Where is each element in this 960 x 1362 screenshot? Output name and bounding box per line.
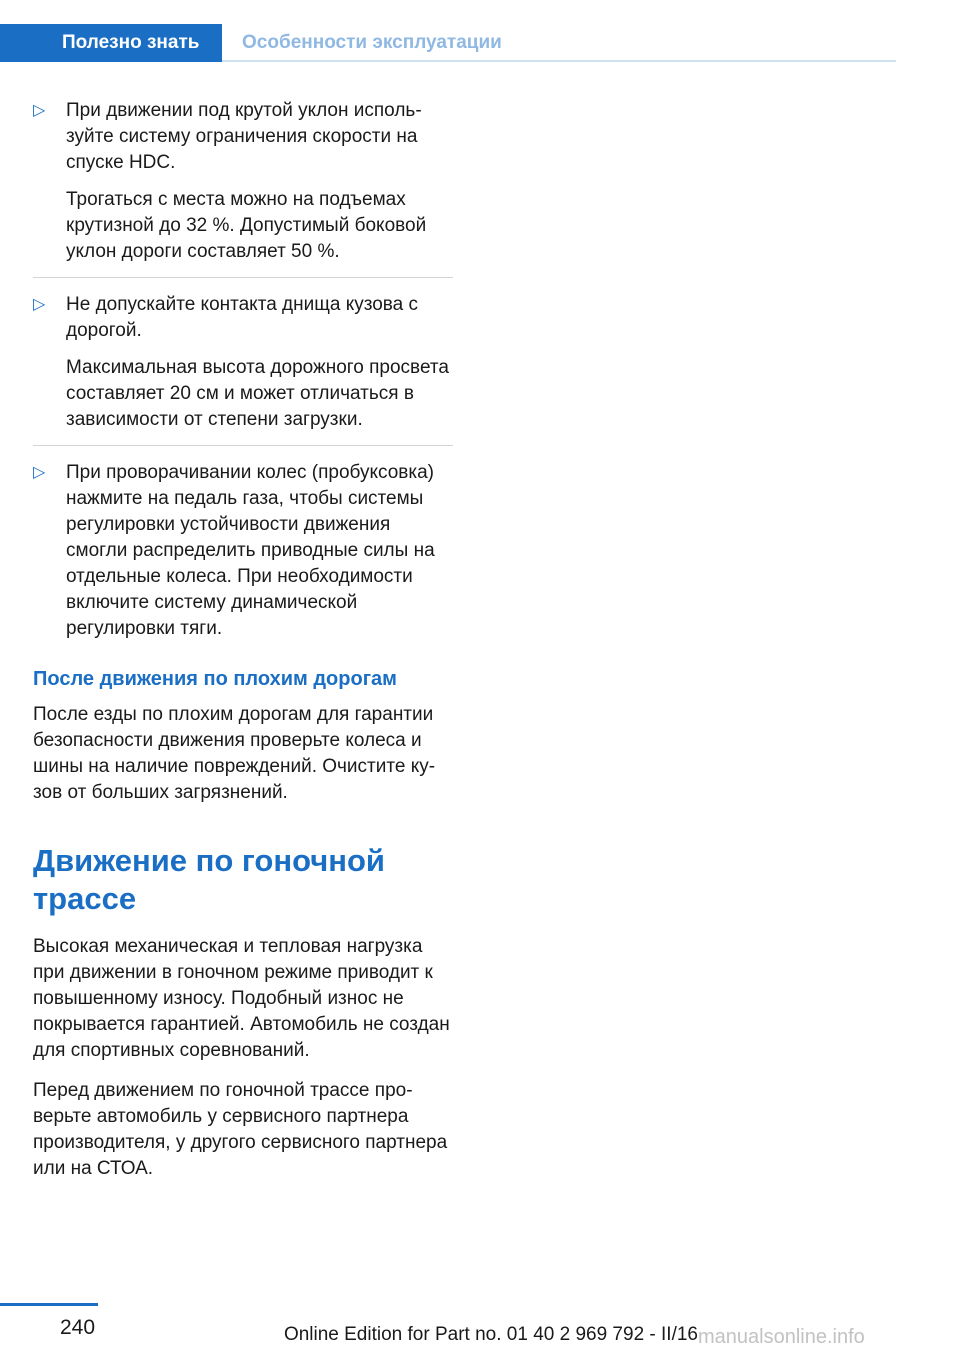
bullet-paragraph: При движении под крутой уклон используйте систему ограничения скорости на спуске HDC. — [66, 100, 422, 173]
section-title: Движение по гоночной трассе — [33, 843, 385, 916]
tab-inactive[interactable] — [242, 24, 502, 62]
bullet-paragraph: Максимальная высота дорожного просвета составляет 20 см и может отличаться в зависимости от степени загрузки. — [66, 357, 449, 430]
triangle-right-icon: ▷ — [33, 296, 46, 313]
triangle-right-icon: ▷ — [33, 102, 46, 119]
page-number: 240 — [60, 1316, 96, 1339]
footer-edition: Online Edition for Part no. 01 40 2 969 792 - II/16 — [283, 1324, 698, 1345]
tab-active[interactable] — [0, 24, 222, 62]
section-paragraph: Высокая механическая и тепловая нагрузка при движении в гоночном режиме приводит к повышенному износу. Подобный износ не покрывается гарантией. Автомобиль не создан для спортивных соревнований. — [33, 936, 450, 1061]
divider — [33, 277, 453, 278]
section-paragraph: Перед движением по гоночной трассе проверьте автомобиль у сервисного партнера производителя, у другого сервисного партнера или на СТОА. — [33, 1080, 448, 1179]
subsection-paragraph: После езды по плохим дорогам для гарантии безопасности движения проверьте колеса и шины на наличие повреждений. Очистите кузов от больших загрязнений. — [33, 704, 436, 803]
tab-inactive-label: Особенности эксплуатации — [242, 32, 502, 53]
watermark: manualsonline.info — [698, 1326, 865, 1348]
triangle-right-icon: ▷ — [33, 464, 46, 481]
header-divider — [222, 60, 896, 62]
bullet-paragraph: Не допускайте контакта днища кузова с дорогой. — [66, 294, 419, 341]
footer-divider — [0, 1303, 98, 1306]
tab-active-label: Полезно знать — [62, 32, 200, 53]
bullet-item — [33, 460, 453, 642]
bullet-paragraph: Трогаться с места можно на подъемах крутизной до 32 %. Допустимый боковой уклон дороги составляет 50 %. — [66, 189, 427, 262]
divider — [33, 445, 453, 446]
bullet-item — [33, 98, 453, 265]
bullet-item — [33, 292, 453, 433]
page-content — [33, 98, 453, 1196]
subsection-heading: После движения по плохим дорогам — [33, 668, 397, 690]
bullet-paragraph: При проворачивании колес (пробуксовка) нажмите на педаль газа, чтобы системы регулировки устойчивости движения смогли распределить приводные силы на отдельные колеса. При необходимости включите систему динамической регулировки тяги. — [66, 462, 435, 639]
